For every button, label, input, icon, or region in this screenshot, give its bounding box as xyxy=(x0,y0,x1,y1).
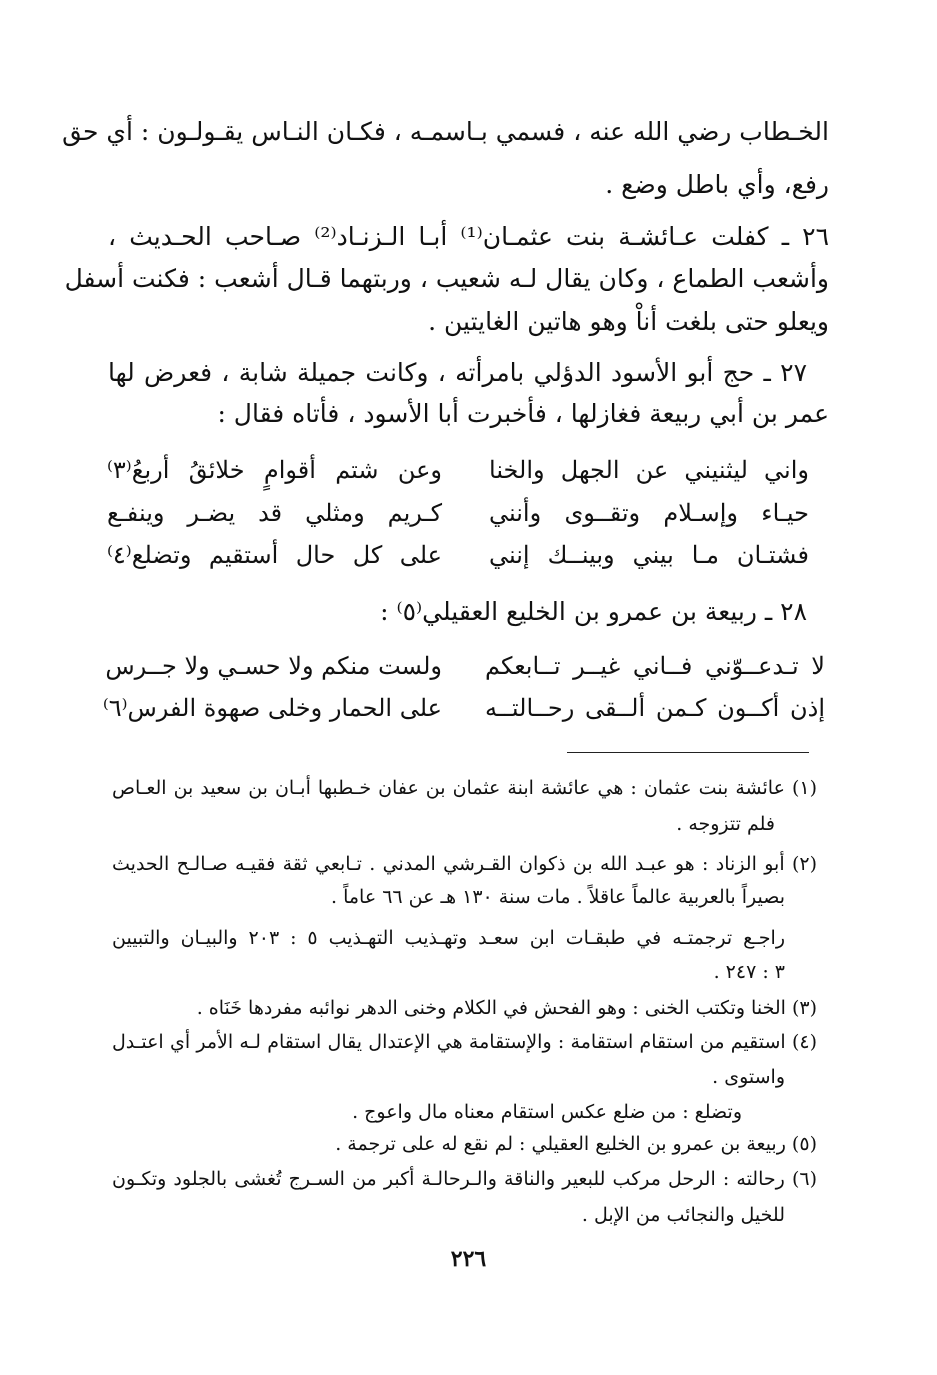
footnote-2-line-4: ٣ : ٢٤٧ . xyxy=(713,961,785,983)
footnote-separator xyxy=(567,752,809,753)
p27-line-2: عمر بن أبي ربيعة فغازلها ، فأخبرت أبا الأسود ، فأتاه فقال : xyxy=(217,399,829,428)
footnote-6-line-1: (٦) رحالته : الرحل مركب للبعير والناقة والـرحالـة أكبر من السـرج تُغشى بالجلود وتكـون xyxy=(112,1168,817,1190)
footnote-6-line-2: للخيل والنجائب من الإبل . xyxy=(581,1204,785,1226)
intro-line-1: الخـطاب رضي الله عنه ، فسمي بـاسمـه ، فكـان النـاس يقـولـون : أي حق xyxy=(62,117,829,146)
p27-line-1: ٢٧ ـ حج أبو الأسود الدؤلي بامرأته ، وكانت جميلة شابة ، فعرض لها xyxy=(108,358,807,387)
verse2-first-2: إذن أكــون كـمن ألــقى رحــالتــه xyxy=(485,694,825,722)
p26-line-3: ويعلو حتى بلغت أناْ وهو هاتين الغايتين . xyxy=(428,307,829,336)
verse1-second-2: كـريم ومثلي قد يضـر وينفـع xyxy=(107,499,442,527)
intro-line-2: رفع، وأي باطل وضع . xyxy=(605,170,829,199)
p26-line-1: ٢٦ ـ كفلت عـائشـة بنت عثمـان⁽¹⁾ أبـا الـزنـاد⁽²⁾ صـاحب الحـديث ، xyxy=(108,222,830,251)
footnote-4-line-2: واستوى . xyxy=(712,1066,785,1088)
footnote-4-line-1: (٤) استقيم من استقام استقامة : والإستقامة هي الإعتدال يقال استقام لـه الأمر أي اعتـدل xyxy=(112,1031,817,1053)
verse2-second-2: على الحمار وخلى صهوة الفرس⁽٦⁾ xyxy=(102,694,442,722)
verse2-first-1: لا تـدعــوّني فــاني غيــر تــابعكم xyxy=(485,652,825,680)
footnote-3-line-1: (٣) الخنا وتكتب الخنى : وهو الفحش في الكلام وخنى الدهر نوائبه مفردها خَنَاه . xyxy=(196,997,817,1019)
verse2-second-1: ولست منكم ولا حسـي ولا جــرس xyxy=(105,652,442,680)
verse1-second-1: وعن شتم أقوامٍ خلائقُ أربعُ⁽٣⁾ xyxy=(107,456,442,484)
verse1-first-1: واني ليثنيني عن الجهل والخنا xyxy=(489,456,809,484)
footnote-1-line-1: (١) عائشة بنت عثمان : هي عائشة ابنة عثمان بن عفان خـطبها أبـان بن سعيد بن العـاص xyxy=(112,777,817,799)
p28-line: ٢٨ ـ ربيعة بن عمرو بن الخليع العقيلي⁽٥⁾ : xyxy=(380,597,807,626)
footnote-2-line-2: بصيراً بالعربية عالماً عاقلاً . مات سنة ١٣٠ هـ عن ٦٦ عاماً . xyxy=(330,886,785,908)
footnote-5-line-1: (٥) ربيعة بن عمرو بن الخليع العقيلي : لم نقع له على ترجمة . xyxy=(335,1133,817,1155)
page-number: ٢٢٦ xyxy=(450,1246,487,1272)
footnote-4-line-3: وتضلع : من ضلع عكس استقام معناه مال واعوج . xyxy=(352,1101,742,1123)
verse1-second-3: على كل حال أستقيم وتضلع⁽٤⁾ xyxy=(107,541,442,569)
footnote-1-line-2: فلم تتزوجه . xyxy=(676,813,775,835)
p26-line-2: وأشعب الطماع ، وكان يقال لـه شعيب ، وربتهما قـال أشعب : فكنت أسفل xyxy=(64,264,829,293)
footnote-2-line-3: راجـع ترجمتـه في طبقـات ابن سعـد وتهـذيب التهـذيب ٥ : ٢٠٣ والبيـان والتبيين xyxy=(112,927,785,949)
footnote-2-line-1: (٢) أبو الزناد : هو عبـد الله بن ذكوان القـرشي المدني . تـابعي ثقة فقيـه صـالـح الحديث xyxy=(112,853,817,875)
verse1-first-3: فشتـان مـا بيني وبينــك إنني xyxy=(489,541,809,569)
verse1-first-2: حيـاء وإسـلام وتقــوى وأنني xyxy=(489,499,809,527)
